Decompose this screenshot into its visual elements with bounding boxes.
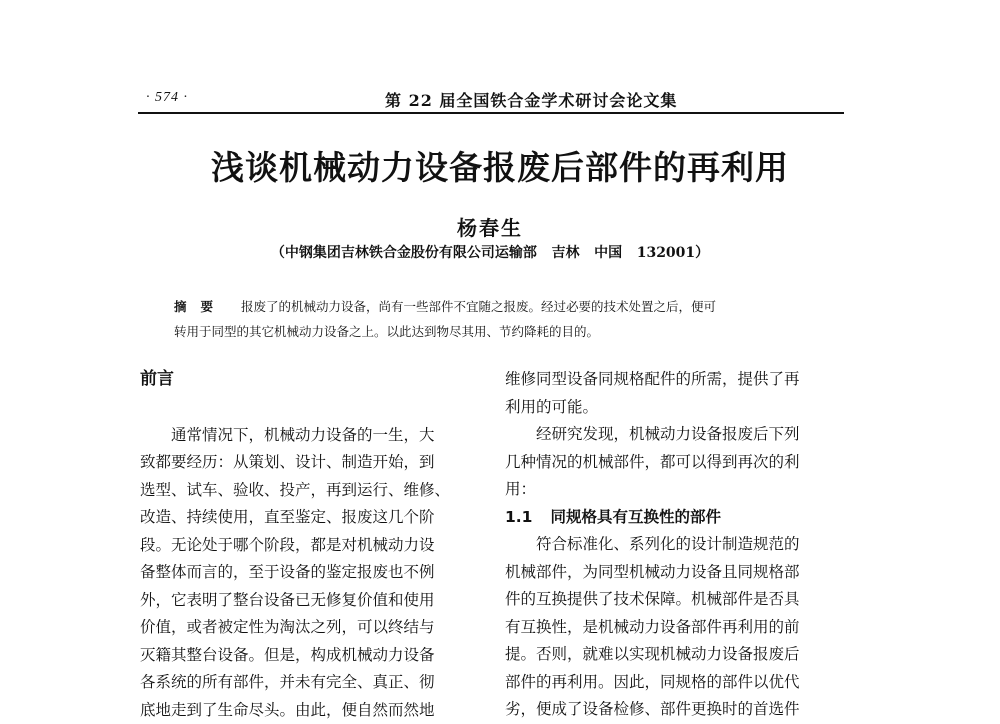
body-line: 通常情况下，机械动力设备的一生，大 — [140, 422, 480, 450]
left-column — [140, 366, 480, 724]
body-line: 备整体而言的，至于设备的鉴定报废也不例 — [140, 559, 480, 587]
body-line: 有互换性，是机械动力设备部件再利用的前 — [505, 614, 845, 642]
body-line: 维修同型设备同规格配件的所需，提供了再 — [505, 366, 845, 394]
body-line: 机械部件，为同型机械动力设备且同规格部 — [505, 559, 845, 587]
author-affiliation: （中钢集团吉林铁合金股份有限公司运输部 吉林 中国 132001） — [0, 242, 980, 262]
body-line: 用： — [505, 476, 845, 504]
section-heading-preface: 前言 — [140, 366, 480, 394]
author-name: 杨春生 — [0, 212, 980, 241]
body-line: 提。否则，就难以实现机械动力设备报废后 — [505, 641, 845, 669]
page-number: · 574 · — [146, 90, 188, 106]
abstract — [174, 294, 814, 344]
body-line: 改造、持续使用，直至鉴定、报废这几个阶 — [140, 504, 480, 532]
abstract-line-1 — [174, 294, 814, 319]
article-title: 浅谈机械动力设备报废后部件的再利用 — [0, 142, 1000, 189]
body-line: 几种情况的机械部件，都可以得到再次的利 — [505, 449, 845, 477]
body-line: 劣，便成了设备检修、部件更换时的首选件 — [505, 696, 845, 724]
right-column — [505, 366, 845, 724]
journal-name: 第 22 届全国铁合金学术研讨会论文集 — [385, 88, 677, 111]
body-line: 致都要经历：从策划、设计、制造开始，到 — [140, 449, 480, 477]
body-line: 灭籍其整台设备。但是，构成机械动力设备 — [140, 642, 480, 670]
header-rule — [138, 112, 844, 114]
running-header — [138, 88, 844, 112]
body-line: 件的互换提供了技术保障。机械部件是否具 — [505, 586, 845, 614]
subsection-paragraph — [505, 531, 845, 724]
body-line: 外，它表明了整台设备已无修复价值和使用 — [140, 587, 480, 615]
preface-paragraph — [140, 422, 480, 724]
body-line: 部件的再利用。因此，同规格的部件以优代 — [505, 669, 845, 697]
body-line: 选型、试车、验收、投产，再到运行、维修、 — [140, 477, 480, 505]
subsection-heading — [505, 504, 845, 532]
abstract-line-2: 转用于同型的其它机械动力设备之上。以此达到物尽其用、节约降耗的目的。 — [174, 319, 814, 344]
subsection-number: 1.1 — [505, 508, 532, 526]
body-line: 各系统的所有部件，并未有完全、真正、彻 — [140, 669, 480, 697]
right-intro-paragraph — [505, 366, 845, 504]
body-line: 符合标准化、系列化的设计制造规范的 — [505, 531, 845, 559]
abstract-label: 摘要 — [174, 299, 227, 314]
subsection-title: 同规格具有互换性的部件 — [550, 508, 721, 526]
body-line: 价值，或者被定性为淘汰之列，可以终结与 — [140, 614, 480, 642]
body-line: 底地走到了生命尽头。由此，便自然而然地 — [140, 697, 480, 724]
body-line: 段。无论处于哪个阶段，都是对机械动力设 — [140, 532, 480, 560]
body-line: 经研究发现，机械动力设备报废后下列 — [505, 421, 845, 449]
abstract-text-1: 报废了的机械动力设备，尚有一些部件不宜随之报废。经过必要的技术处置之后，便可 — [241, 299, 716, 314]
body-line: 利用的可能。 — [505, 394, 845, 422]
